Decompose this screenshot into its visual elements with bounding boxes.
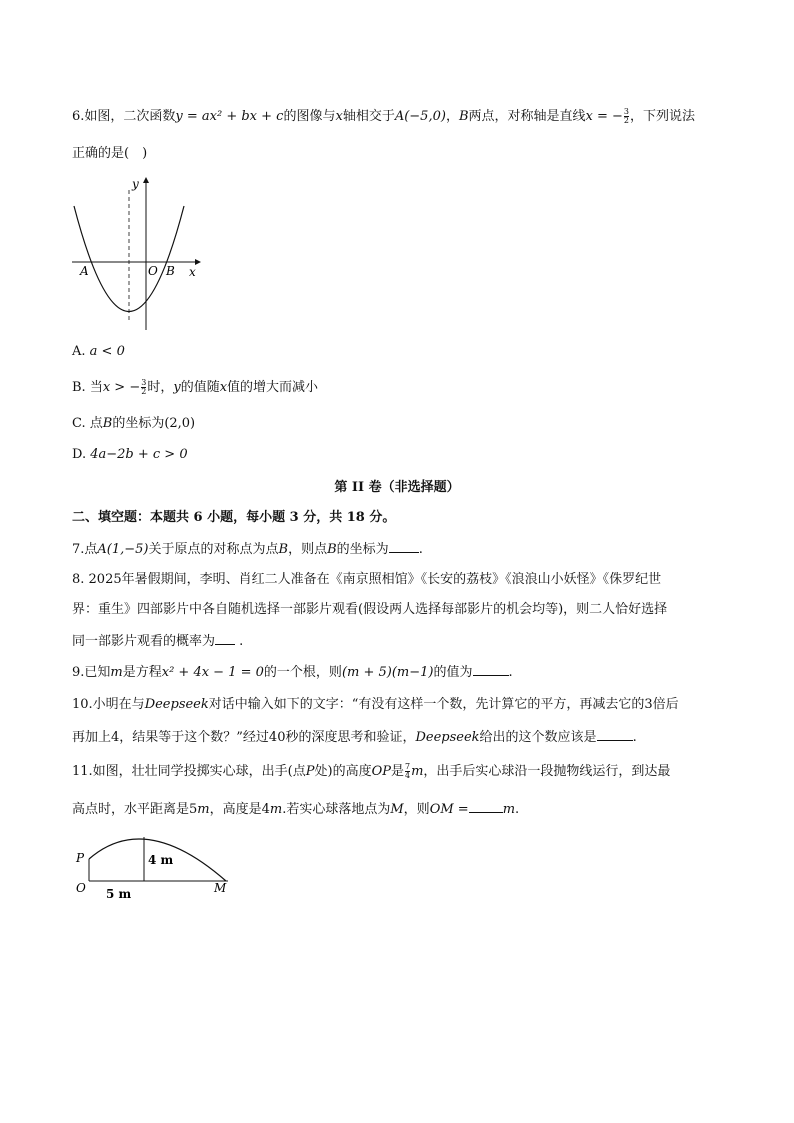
q6-text: 的图像与: [283, 109, 336, 124]
q9-text: 是方程: [122, 665, 162, 680]
q11-math: m: [269, 802, 283, 817]
q6-line1: [72, 108, 695, 126]
answer-blank[interactable]: [389, 540, 419, 553]
q6-option-b: [72, 379, 318, 397]
label-b: B: [166, 264, 175, 278]
q11-math: m: [197, 802, 210, 817]
answer-blank[interactable]: [215, 632, 235, 645]
option-math: 4a−2b + c > 0: [90, 447, 188, 462]
label-x: x: [189, 265, 196, 279]
section-title: 第 II 卷（非选择题）: [334, 480, 460, 495]
label-p: P: [76, 851, 85, 865]
option-math: B: [102, 416, 113, 431]
q11-math: M: [390, 802, 404, 817]
q7-text: .: [418, 542, 423, 557]
q6-text: ，: [445, 109, 459, 124]
q6-parabola-figure: [68, 172, 203, 334]
frac-den: 2: [141, 387, 147, 396]
q7-math: A(1,−5): [97, 542, 149, 557]
q10-text: 给出的这个数应该是: [479, 730, 597, 745]
option-text: B. 当: [72, 380, 103, 395]
option-math: x: [219, 380, 228, 395]
q11-math: OP: [371, 764, 391, 779]
q6-text: 两点，对称轴是直线: [468, 109, 586, 124]
q6-text: 轴相交于: [342, 109, 395, 124]
q11-trajectory-figure: [74, 830, 236, 902]
q11-text: ，高度是4: [209, 802, 270, 817]
q8-line1: 8. 2025年暑假期间，李明、肖红二人准备在《南京照相馆》《长安的荔枝》《浪浪山小妖怪》《侏罗纪世: [72, 572, 662, 587]
q11-math: m: [411, 764, 424, 779]
label-o: O: [76, 881, 86, 895]
q7-math: B: [327, 542, 337, 557]
q11-math: OM =: [429, 802, 469, 817]
q9-text: 9.已知: [72, 665, 111, 680]
q10-text: 10.小明在与: [72, 697, 145, 712]
q6-axis-eq: x = −: [585, 109, 623, 124]
q10-math: Deepseek: [144, 697, 209, 712]
q11-line2: [72, 800, 519, 819]
answer-blank[interactable]: [473, 663, 509, 676]
option-text: 的值随: [180, 380, 220, 395]
q8-text: 同一部影片观看的概率为: [72, 634, 216, 649]
q8-text: .: [235, 634, 244, 649]
q7: [72, 540, 423, 559]
label-a: A: [80, 264, 89, 278]
frac-den: 2: [623, 116, 630, 125]
q6-line2: 正确的是( ): [72, 146, 148, 161]
q9-math: x² + 4x − 1 = 0: [161, 665, 264, 680]
q11-text: .: [515, 802, 520, 817]
q6-fraction: [624, 108, 629, 125]
q7-text: 7.点: [72, 542, 98, 557]
q11-text: 11.如图，壮壮同学投掷实心球，出手(点: [72, 764, 306, 779]
q6-point-b: B: [458, 109, 469, 124]
q6-text: ，下列说法: [630, 109, 696, 124]
label-height: 4 m: [148, 853, 174, 867]
q10-line1: [72, 696, 679, 714]
q9-text: 的一个根，则: [263, 665, 342, 680]
q9-math: (m + 5)(m−1): [341, 665, 434, 680]
q11-text: 是: [390, 764, 404, 779]
q6-x: x: [335, 109, 343, 124]
option-math: y: [173, 380, 181, 395]
q10-math: Deepseek: [415, 730, 480, 745]
q10-text: 再加上4，结果等于这个数？”经过40秒的深度思考和验证，: [72, 730, 416, 745]
frac-num: 3: [141, 378, 147, 387]
q11-text: 处)的高度: [314, 764, 372, 779]
q11-line1: [72, 763, 670, 781]
label-m: M: [214, 881, 227, 895]
frac-num: 3: [623, 107, 630, 116]
label-y: y: [132, 177, 139, 191]
q6-option-a: [72, 343, 125, 361]
q10-text: 对话中输入如下的文字：“有没有这样一个数，先计算它的平方，再减去它的3倍后: [208, 697, 679, 712]
q9-text: .: [508, 665, 513, 680]
option-math: a < 0: [89, 344, 125, 359]
answer-blank[interactable]: [469, 800, 503, 813]
option-text: 时，: [147, 380, 174, 395]
q11-fraction: [405, 763, 410, 780]
q11-text: ，则: [403, 802, 430, 817]
q9-text: 的值为: [433, 665, 473, 680]
label-o: O: [148, 264, 158, 278]
q7-text: 的坐标为: [336, 542, 389, 557]
frac-den: 4: [405, 771, 411, 780]
option-label: D.: [72, 447, 91, 462]
section-intro: 二、填空题：本题共 6 小题，每小题 3 分，共 18 分。: [72, 510, 396, 525]
q8-line3: [72, 632, 243, 651]
q11-math: P: [305, 764, 315, 779]
q6-text: 6.如图，二次函数: [72, 109, 176, 124]
q10-line2: [72, 728, 637, 747]
q6-option-d: [72, 446, 188, 464]
option-text: 值的增大而减小: [227, 380, 319, 395]
q8-line2: 界：重生》四部影片中各自随机选择一部影片观看(假设两人选择每部影片的机会均等)，则二人恰好选择: [72, 602, 668, 617]
label-distance: 5 m: [106, 887, 132, 901]
q7-text: 关于原点的对称点为点: [148, 542, 279, 557]
option-text: C. 点: [72, 416, 103, 431]
option-text: 的坐标为(2,0): [112, 416, 196, 431]
q7-math: B: [278, 542, 289, 557]
q11-math: m: [502, 802, 516, 817]
q11-text: ，出手后实心球沿一段抛物线运行，到达最: [423, 764, 671, 779]
frac-num: 7: [405, 762, 411, 771]
q10-text: .: [632, 730, 637, 745]
q11-text: .若实心球落地点为: [282, 802, 391, 817]
q9-math: m: [110, 665, 123, 680]
q6-option-c: [72, 415, 195, 433]
q9: [72, 663, 513, 682]
q11-text: 高点时，水平距离是5: [72, 802, 198, 817]
q6-function: y = ax² + bx + c: [175, 109, 284, 124]
answer-blank[interactable]: [597, 728, 633, 741]
option-math: x > −: [102, 380, 141, 395]
option-fraction: [141, 379, 146, 396]
option-label: A.: [72, 344, 90, 359]
q7-text: ，则点: [288, 542, 328, 557]
q6-point-a: A(−5,0): [394, 109, 446, 124]
